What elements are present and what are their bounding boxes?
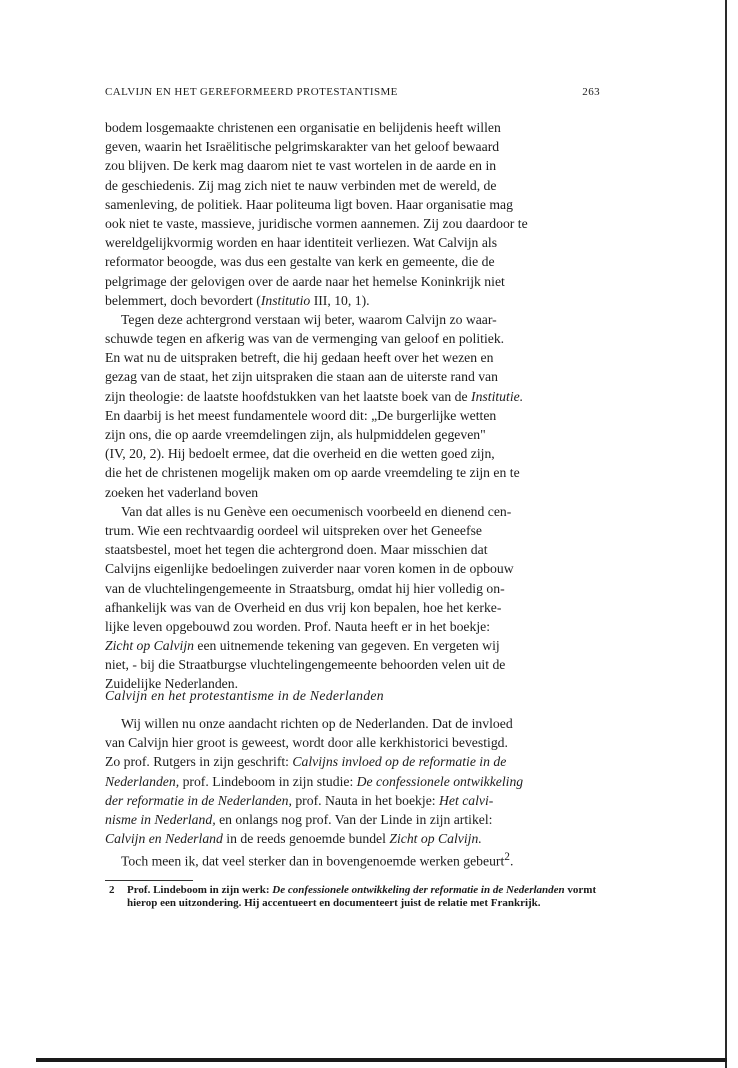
footnote-number: 2 bbox=[109, 884, 115, 896]
line-italic-2: Het calvi- bbox=[439, 792, 494, 808]
line-text: die het de christenen mogelijk maken om op aarde vreemdeling te zijn en te bbox=[105, 465, 520, 481]
line-text: wereldgelijkvormig worden en haar identiteit verliezen. Wat Calvijn als bbox=[105, 235, 498, 251]
line-text: En wat nu de uitspraken betreft, die hij gedaan heeft over het wezen en bbox=[105, 350, 494, 366]
line-text: staatsbestel, moet het tegen die achtergrond doen. Maar misschien dat bbox=[105, 542, 488, 558]
text-line bbox=[105, 463, 600, 482]
text-line bbox=[105, 521, 600, 540]
line-text: Wij willen nu onze aandacht richten op de Nederlanden. Dat de invloed bbox=[121, 716, 513, 731]
line-text-after: prof. Nauta in het boekje: bbox=[291, 792, 440, 808]
line-text: Zo prof. Rutgers in zijn geschrift: bbox=[105, 754, 293, 770]
line-text: Tegen deze achtergrond verstaan wij beter, waarom Calvijn zo waar- bbox=[121, 311, 497, 327]
line-text-after: . bbox=[510, 853, 514, 869]
line-text: geven, waarin het Israëlitische pelgrimskarakter van het geloof bewaard bbox=[105, 139, 500, 155]
text-line bbox=[105, 598, 600, 617]
text-line bbox=[105, 444, 600, 463]
text-line bbox=[105, 329, 600, 348]
line-text: de geschiedenis. Zij mag zich niet te nauw verbinden met de wereld, de bbox=[105, 177, 497, 193]
text-line bbox=[105, 406, 600, 425]
footnote-rule bbox=[105, 880, 193, 881]
line-text-after: in de reeds genoemde bundel bbox=[222, 831, 390, 847]
text-line bbox=[105, 252, 600, 271]
text-line bbox=[105, 636, 600, 655]
text-line bbox=[105, 752, 600, 771]
line-italic: der reformatie in de Nederlanden, bbox=[105, 792, 292, 808]
text-line bbox=[105, 195, 600, 214]
text-line bbox=[105, 118, 600, 137]
line-text-after: prof. Lindeboom in zijn studie: bbox=[179, 773, 357, 789]
text-line bbox=[105, 848, 600, 867]
line-italic: Nederlanden, bbox=[105, 773, 180, 789]
line-text: zijn theologie: de laatste hoofdstukken van het laatste boek van de bbox=[105, 388, 472, 404]
text-line bbox=[105, 425, 600, 444]
line-italic: Zicht op Calvijn bbox=[105, 638, 194, 654]
text-line bbox=[105, 291, 600, 310]
text-line bbox=[105, 233, 600, 252]
text-line bbox=[105, 772, 600, 791]
text-line bbox=[105, 137, 600, 156]
running-head-title: CALVIJN EN HET GEREFORMEERD PROTESTANTISME bbox=[105, 86, 398, 98]
text-line bbox=[105, 387, 600, 406]
line-text: zoeken het vaderland boven bbox=[105, 484, 259, 500]
text-line bbox=[105, 348, 600, 367]
text-line bbox=[105, 829, 600, 848]
text-line bbox=[105, 791, 600, 810]
line-text-after: en onlangs nog prof. Van der Linde in zijn artikel: bbox=[215, 811, 493, 827]
text-line bbox=[105, 617, 600, 636]
line-text: (IV, 20, 2). Hij bedoelt ermee, dat die overheid en die wetten goed zijn, bbox=[105, 446, 495, 462]
paragraph bbox=[105, 118, 600, 310]
line-text: gezag van de staat, het zijn uitspraken die staan aan de uiterste rand van bbox=[105, 369, 498, 385]
line-text: bodem losgemaakte christenen een organisatie en belijdenis heeft willen bbox=[105, 120, 501, 135]
text-line bbox=[105, 214, 600, 233]
line-text-after: een uitnemende tekening van gegeven. En vergeten wij bbox=[193, 638, 500, 654]
line-italic: nisme in Nederland, bbox=[105, 811, 216, 827]
footnote-lead: Prof. Lindeboom in zijn werk: bbox=[127, 884, 273, 896]
running-head bbox=[105, 86, 600, 98]
line-text: zijn ons, die op aarde vreemdelingen zijn, als hulpmiddelen gegeven" bbox=[105, 427, 486, 442]
line-text: ook niet te vaste, massieve, juridische vormen aannemen. Zij zou daardoor te bbox=[105, 215, 528, 231]
text-line bbox=[105, 483, 600, 502]
page-number: 263 bbox=[582, 86, 600, 98]
line-italic: Institutie. bbox=[471, 388, 524, 404]
text-line bbox=[105, 310, 600, 329]
line-text: afhankelijk was van de Overheid en dus vrij kon bepalen, hoe het kerke- bbox=[105, 599, 502, 615]
text-line bbox=[105, 733, 600, 752]
line-text: reformator beoogde, was dus een gestalte van kerk en gemeente, die de bbox=[105, 254, 495, 270]
text-line bbox=[105, 272, 600, 291]
line-text: van Calvijn hier groot is geweest, wordt door alle kerkhistorici bevestigd. bbox=[105, 735, 508, 751]
page-edge-bottom bbox=[36, 1058, 727, 1062]
line-text: van de vluchtelingengemeente in Straatsburg, omdat hij hier volledig on- bbox=[105, 580, 505, 596]
line-italic: Institutio bbox=[260, 292, 311, 308]
paragraph bbox=[105, 310, 600, 502]
footnote-italic-title: De confessionele ontwikkeling der reformatie in de Nederlanden bbox=[272, 884, 565, 896]
text-line bbox=[105, 714, 600, 733]
footnote-ref: 2 bbox=[504, 851, 510, 864]
line-text: lijke leven opgebouwd zou worden. Prof. Nauta heeft er in het boekje: bbox=[105, 618, 491, 634]
paragraph bbox=[105, 502, 600, 694]
line-italic-2: De confessionele ontwikkeling bbox=[356, 773, 524, 789]
line-text: schuwde tegen en afkerig was van de vermenging van geloof en politiek. bbox=[105, 331, 505, 347]
line-text: Zuidelijke Nederlanden. bbox=[105, 676, 239, 692]
line-text: samenleving, de politiek. Haar politeuma ligt boven. Haar organisatie mag bbox=[105, 196, 513, 212]
line-text: zou blijven. De kerk mag daarom niet te vast wortelen in de aarde en in bbox=[105, 158, 497, 174]
text-line bbox=[105, 559, 600, 578]
section-body-text bbox=[105, 714, 600, 868]
line-text: belemmert, doch bevordert ( bbox=[105, 292, 261, 308]
line-text: Toch meen ik, dat veel sterker dan in bovengenoemde werken gebeurt bbox=[121, 853, 505, 869]
line-text: niet, - bij die Straatburgse vluchtelingengemeente behoorden velen uit de bbox=[105, 657, 506, 673]
text-line bbox=[105, 367, 600, 386]
footnote-rest: vormt hierop een uitzondering. Hij accentueert en documenteert juist de relatie met Frankrijk. bbox=[127, 884, 597, 910]
text-line bbox=[105, 502, 600, 521]
body-text bbox=[105, 118, 600, 694]
line-text-after: III, 10, 1). bbox=[310, 292, 370, 308]
section-heading: Calvijn en het protestantisme in de Nederlanden bbox=[105, 688, 384, 703]
line-text: trum. Wie een rechtvaardig oordeel wil uitspreken over het Geneefse bbox=[105, 522, 482, 538]
line-italic-2: Zicht op Calvijn. bbox=[389, 831, 482, 847]
text-line bbox=[105, 156, 600, 175]
footnote bbox=[105, 884, 600, 910]
text-line bbox=[105, 540, 600, 559]
text-line bbox=[105, 176, 600, 195]
text-line bbox=[105, 810, 600, 829]
line-text: Calvijns eigenlijke bedoelingen zuiverder naar voren komen in de opbouw bbox=[105, 561, 514, 577]
footnote-text bbox=[127, 884, 600, 910]
line-italic: Calvijn en Nederland bbox=[105, 831, 223, 847]
line-text: En daarbij is het meest fundamentele woord dit: „De burgerlijke wetten bbox=[105, 407, 497, 423]
text-line bbox=[105, 579, 600, 598]
line-text: pelgrimage der gelovigen over de aarde naar het hemelse Koninkrijk niet bbox=[105, 273, 505, 289]
line-text: Van dat alles is nu Genève een oecumenisch voorbeeld en dienend cen- bbox=[121, 503, 512, 519]
page-edge-right bbox=[725, 0, 727, 1068]
text-line bbox=[105, 655, 600, 674]
line-italic: Calvijns invloed op de reformatie in de bbox=[292, 754, 507, 770]
